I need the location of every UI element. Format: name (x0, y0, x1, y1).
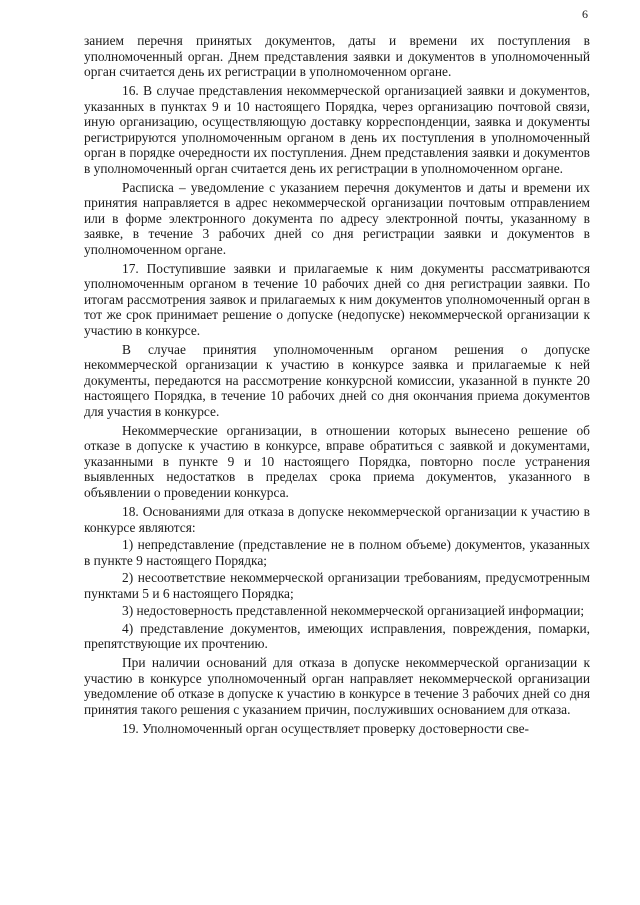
paragraph-admission-decision: В случае принятия уполномоченным органом решения о допуске некоммерческой организации к участию в конкурсе заявка и прилагаемые к ней документы, передаются на рассмотрение конкурсной комиссии, указанной в пункте 20 настоящего Порядка, в течение 10 рабочих дней со дня окончания приема документов для участия в конкурсе. (84, 341, 590, 419)
paragraph-refusal-notice: При наличии оснований для отказа в допуске некоммерческой организации к участию в конкурсе уполномоченный орган направляет некоммерческой организации уведомление об отказе в допуске к участию в конкурсе в течение 3 рабочих дней со дня принятия такого решения с указанием причин, послуживших основанием для отказа. (84, 655, 590, 717)
paragraph-item-18: 18. Основаниями для отказа в допуске некоммерческой организации к участию в конкурсе являются: (84, 504, 590, 535)
paragraph-receipt-notice: Расписка – уведомление с указанием перечня документов и даты и времени их принятия направляется в адрес некоммерческой организации почтовым отправлением или в форме электронного документа по адресу электронной почты, указанному в заявке, в течение 3 рабочих дней со дня регистрации заявки и документов в уполномоченном органе. (84, 179, 590, 257)
list-item-ground-2: 2) несоответствие некоммерческой организации требованиям, предусмотренным пунктами 5 и 6 настоящего Порядка; (84, 570, 590, 601)
list-item-ground-3: 3) недостоверность представленной некоммерческой организацией информации; (122, 603, 585, 619)
paragraph-refusal-reapply: Некоммерческие организации, в отношении которых вынесено решение об отказе в допуске к участию в конкурсе, вправе обратиться с заявкой и документами, указанными в пункте 9 и 10 настоящего Порядка, повторно после устранения выявленных недостатков в пределах срока приема документов, указанного в объявлении о проведении конкурса. (84, 422, 590, 500)
paragraph-item-16: 16. В случае представления некоммерческой организацией заявки и документов, указанных в пунктах 9 и 10 настоящего Порядка, через организацию почтовой связи, иную организацию, осуществляющую доставку корреспонденции, заявка и документы регистрируются уполномоченным органом в день их поступления в уполномоченный орган в порядке очередности их поступления. Днем представления заявки и документов в уполномоченный орган считается день их регистрации в уполномоченном органе. (84, 83, 590, 176)
paragraph-continuation: занием перечня принятых документов, даты и времени их поступления в уполномоченный орган. Днем представления заявки и документов в уполномоченный орган считается день их регистрации в уполномоченном органе. (84, 33, 590, 79)
page-number: 6 (582, 7, 588, 21)
document-body (84, 33, 590, 740)
list-item-ground-4: 4) представление документов, имеющих исправления, повреждения, помарки, препятствующие их прочтению. (84, 620, 590, 652)
paragraph-item-17: 17. Поступившие заявки и прилагаемые к ним документы рассматриваются уполномоченным органом в течение 10 рабочих дней со дня регистрации заявки. По итогам рассмотрения заявок и прилагаемых к ним документов уполномоченный орган в тот же срок принимает решение о допуске (недопуске) некоммерческой организации к участию в конкурсе. (84, 260, 590, 338)
list-item-ground-1: 1) непредставление (представление не в полном объеме) документов, указанных в пункте 9 настоящего Порядка; (84, 537, 590, 568)
paragraph-item-19: 19. Уполномоченный орган осуществляет проверку достоверности све- (122, 720, 529, 736)
